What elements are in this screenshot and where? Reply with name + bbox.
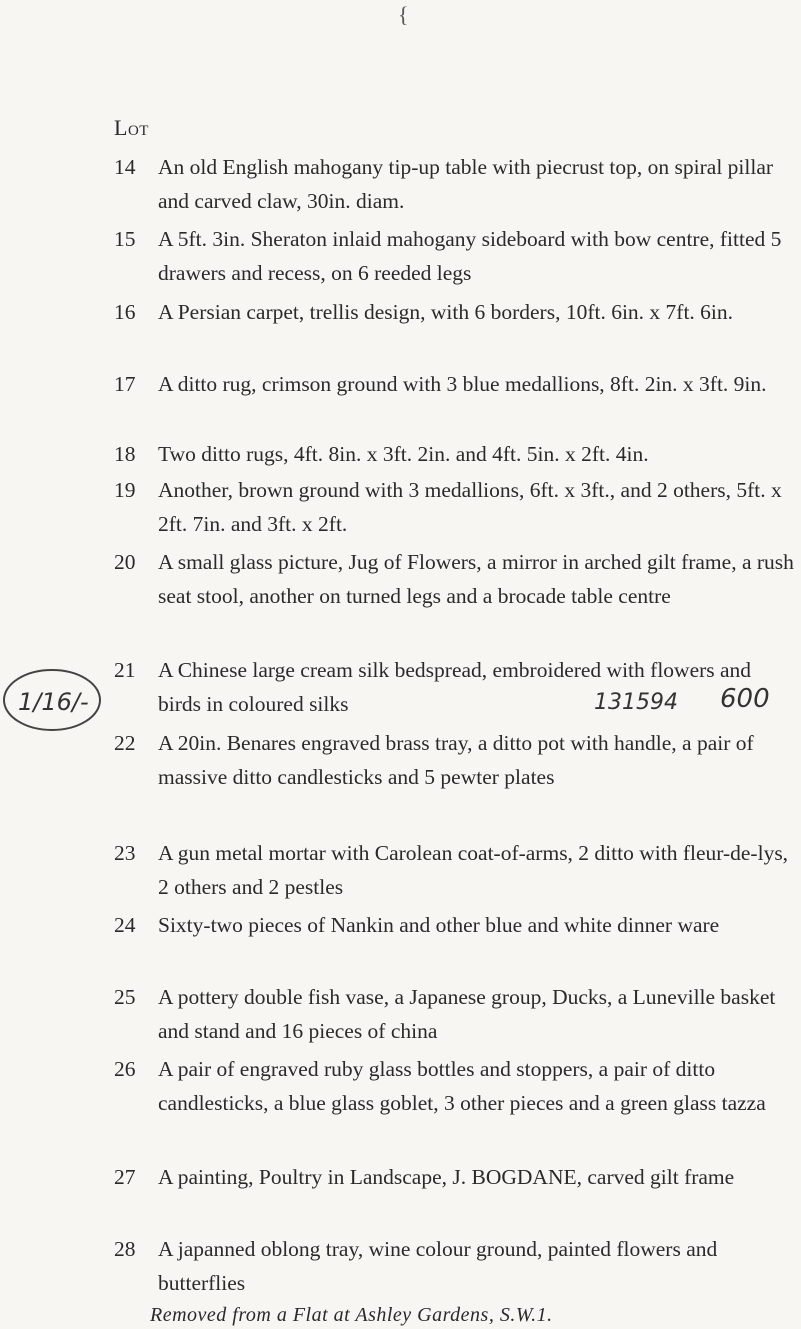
lot-description: A 20in. Benares engraved brass tray, a ditto pot with handle, a pair of massive ditto candlesticks and 5 pewter plates (158, 731, 754, 789)
lot-number: 21 (114, 658, 136, 682)
lot-description: A gun metal mortar with Carolean coat-of-arms, 2 ditto with fleur-de-lys, 2 others and 2 pestles (158, 841, 789, 899)
handwritten-price-total: 600 (720, 684, 770, 714)
lot-number: 26 (114, 1057, 136, 1081)
lot-description: A pair of engraved ruby glass bottles and stoppers, a pair of ditto candlesticks, a blue glass goblet, 3 other pieces and a green glass tazza (158, 1057, 766, 1115)
handwritten-margin-note: 1/16/- (18, 688, 89, 716)
section-heading: Removed from a Flat at Ashley Gardens, S.W.1. (150, 1304, 553, 1326)
lot-number: 20 (114, 550, 136, 574)
lot-number: 14 (114, 155, 136, 179)
lot-number: 18 (114, 442, 136, 466)
lot-number: 23 (114, 841, 136, 865)
lot-description: A 5ft. 3in. Sheraton inlaid mahogany sideboard with bow centre, fitted 5 drawers and recess, on 6 reeded legs (158, 227, 782, 285)
lot-description: Another, brown ground with 3 medallions, 6ft. x 3ft., and 2 others, 5ft. x 2ft. 7in. and 3ft. x 2ft. (158, 478, 782, 536)
page-brace: { (398, 2, 409, 27)
lot-description: A ditto rug, crimson ground with 3 blue medallions, 8ft. 2in. x 3ft. 9in. (158, 372, 767, 396)
lot-description: Two ditto rugs, 4ft. 8in. x 3ft. 2in. and 4ft. 5in. x 2ft. 4in. (158, 442, 649, 466)
lot-number: 27 (114, 1165, 136, 1189)
lot-description: A Persian carpet, trellis design, with 6 borders, 10ft. 6in. x 7ft. 6in. (158, 300, 734, 324)
lot-number: 17 (114, 372, 136, 396)
lot-number: 15 (114, 227, 136, 251)
lot-column-heading: Lot (114, 115, 149, 140)
lot-number: 19 (114, 478, 136, 502)
lot-number: 25 (114, 985, 136, 1009)
lot-description: An old English mahogany tip-up table with piecrust top, on spiral pillar and carved claw, 30in. diam. (158, 155, 774, 213)
lot-description: Sixty-two pieces of Nankin and other blue and white dinner ware (158, 913, 720, 937)
lot-description: A pottery double fish vase, a Japanese group, Ducks, a Luneville basket and stand and 16 pieces of china (158, 985, 776, 1043)
lot-description: A painting, Poultry in Landscape, J. BOGDANE, carved gilt frame (158, 1165, 735, 1189)
lot-number: 24 (114, 913, 136, 937)
lot-number: 28 (114, 1237, 136, 1261)
handwritten-price-note: 131594 (594, 690, 678, 715)
lot-description: A japanned oblong tray, wine colour ground, painted flowers and butterflies (158, 1237, 718, 1295)
lot-number: 16 (114, 300, 136, 324)
lot-description: A Chinese large cream silk bedspread, embroidered with flowers and birds in coloured silks (158, 658, 752, 716)
lot-number: 22 (114, 731, 136, 755)
lot-description: A small glass picture, Jug of Flowers, a mirror in arched gilt frame, a rush seat stool, another on turned legs and a brocade table centre (158, 550, 794, 608)
